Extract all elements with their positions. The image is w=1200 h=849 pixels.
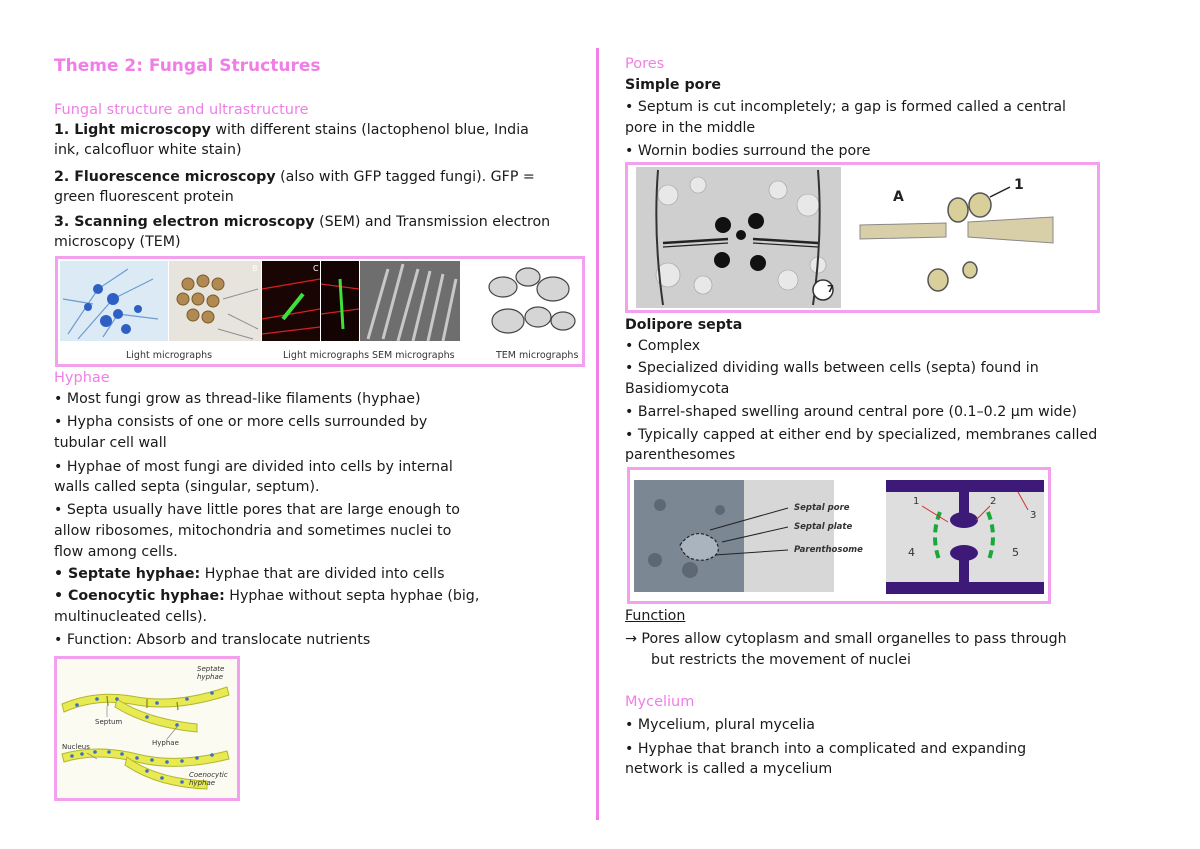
- item-light-microscopy-cont: ink, calcofluor white stain): [54, 142, 242, 158]
- label-1: 1: [1014, 177, 1024, 193]
- simple-pore-images: [625, 162, 1100, 313]
- simple-line-2: pore in the middle: [625, 120, 756, 136]
- dolipore-line-5: • Typically capped at either end by specialized, membranes called: [625, 427, 1098, 443]
- hyphae-diagram: [54, 656, 240, 801]
- micrograph-strip: [55, 256, 585, 367]
- function-line-2: but restricts the movement of nuclei: [651, 652, 911, 668]
- item-fluorescence: 2. Fluorescence microscopy (also with GFP tagged fungi). GFP =: [54, 169, 535, 185]
- heading-pores: Pores: [625, 56, 665, 72]
- label-n3: 3: [1030, 510, 1037, 521]
- mycelium-line-1: • Mycelium, plural mycelia: [625, 717, 816, 733]
- label-a: A: [893, 189, 904, 205]
- heading-hyphae: Hyphae: [54, 370, 110, 386]
- hyphae-line-1: • Most fungi grow as thread-like filaments (hyphae): [54, 391, 421, 407]
- hyphae-line-11: multinucleated cells).: [54, 609, 208, 625]
- hyphae-line-10: • Coenocytic hyphae: Hyphae without septa hyphae (big,: [54, 588, 480, 604]
- column-divider: [596, 48, 599, 820]
- heading-simple-pore: Simple pore: [625, 77, 721, 93]
- label-septate-hyphae: Septate hyphae: [197, 665, 225, 681]
- label-nucleus: Nucleus: [62, 743, 90, 751]
- caption-light-1: Light micrographs: [126, 350, 213, 361]
- dolipore-line-4: • Barrel-shaped swelling around central pore (0.1–0.2 µm wide): [625, 404, 1077, 420]
- hyphae-line-6: • Septa usually have little pores that are large enough to: [54, 502, 460, 518]
- item-sem-cont: microscopy (TEM): [54, 234, 181, 250]
- dolipore-line-2: • Specialized dividing walls between cells (septa) found in: [625, 360, 1039, 376]
- hyphae-line-9: • Septate hyphae: Hyphae that are divided into cells: [54, 566, 445, 582]
- hyphae-line-8: flow among cells.: [54, 544, 178, 560]
- dolipore-images: [627, 467, 1051, 604]
- heading-mycelium: Mycelium: [625, 694, 695, 710]
- dolipore-line-3: Basidiomycota: [625, 381, 730, 397]
- function-line-1: → Pores allow cytoplasm and small organelles to pass through: [625, 631, 1067, 647]
- dolipore-line-6: parenthesomes: [625, 447, 736, 463]
- label-hyphae: Hyphae: [152, 739, 179, 747]
- mycelium-line-2: • Hyphae that branch into a complicated and expanding: [625, 741, 1027, 757]
- hyphae-line-5: walls called septa (singular, septum).: [54, 479, 320, 495]
- simple-line-1: • Septum is cut incompletely; a gap is formed called a central: [625, 99, 1067, 115]
- label-n4: 4: [908, 546, 915, 559]
- dolipore-line-1: • Complex: [625, 338, 701, 354]
- item-light-microscopy: 1. Light microscopy with different stains (lactophenol blue, India: [54, 122, 529, 138]
- simple-line-3: • Wornin bodies surround the pore: [625, 143, 871, 159]
- hyphae-line-2: • Hypha consists of one or more cells surrounded by: [54, 414, 428, 430]
- heading-dolipore: Dolipore septa: [625, 317, 743, 333]
- hyphae-line-3: tubular cell wall: [54, 435, 167, 451]
- caption-light-2: Light micrographs: [283, 350, 370, 361]
- label-septum: Septum: [95, 718, 123, 726]
- hyphae-line-7: allow ribosomes, mitochondria and sometimes nuclei to: [54, 523, 452, 539]
- panel-c-label: C: [313, 264, 319, 273]
- page-title: Theme 2: Fungal Structures: [54, 56, 321, 76]
- label-n5: 5: [1012, 546, 1019, 559]
- label-septal-plate: Septal plate: [794, 522, 853, 532]
- mycelium-line-3: network is called a mycelium: [625, 761, 833, 777]
- heading-structure: Fungal structure and ultrastructure: [54, 102, 309, 118]
- label-n1: 1: [913, 496, 920, 507]
- caption-tem: TEM micrographs: [496, 350, 579, 361]
- label-septal-pore: Septal pore: [794, 503, 850, 513]
- caption-sem: SEM micrographs: [372, 350, 455, 361]
- hyphae-line-4: • Hyphae of most fungi are divided into cells by internal: [54, 459, 453, 475]
- hyphae-line-12: • Function: Absorb and translocate nutrients: [54, 632, 371, 648]
- label-7: 7: [827, 284, 834, 295]
- item-fluorescence-cont: green fluorescent protein: [54, 189, 234, 205]
- label-parenthosome: Parenthosome: [794, 545, 863, 555]
- label-n2: 2: [990, 496, 997, 507]
- label-coenocytic-hyphae: Coenocytic hyphae: [189, 771, 228, 787]
- item-sem: 3. Scanning electron microscopy (SEM) and Transmission electron: [54, 214, 551, 230]
- heading-function: Function: [625, 608, 686, 624]
- panel-b-label: B: [252, 264, 258, 273]
